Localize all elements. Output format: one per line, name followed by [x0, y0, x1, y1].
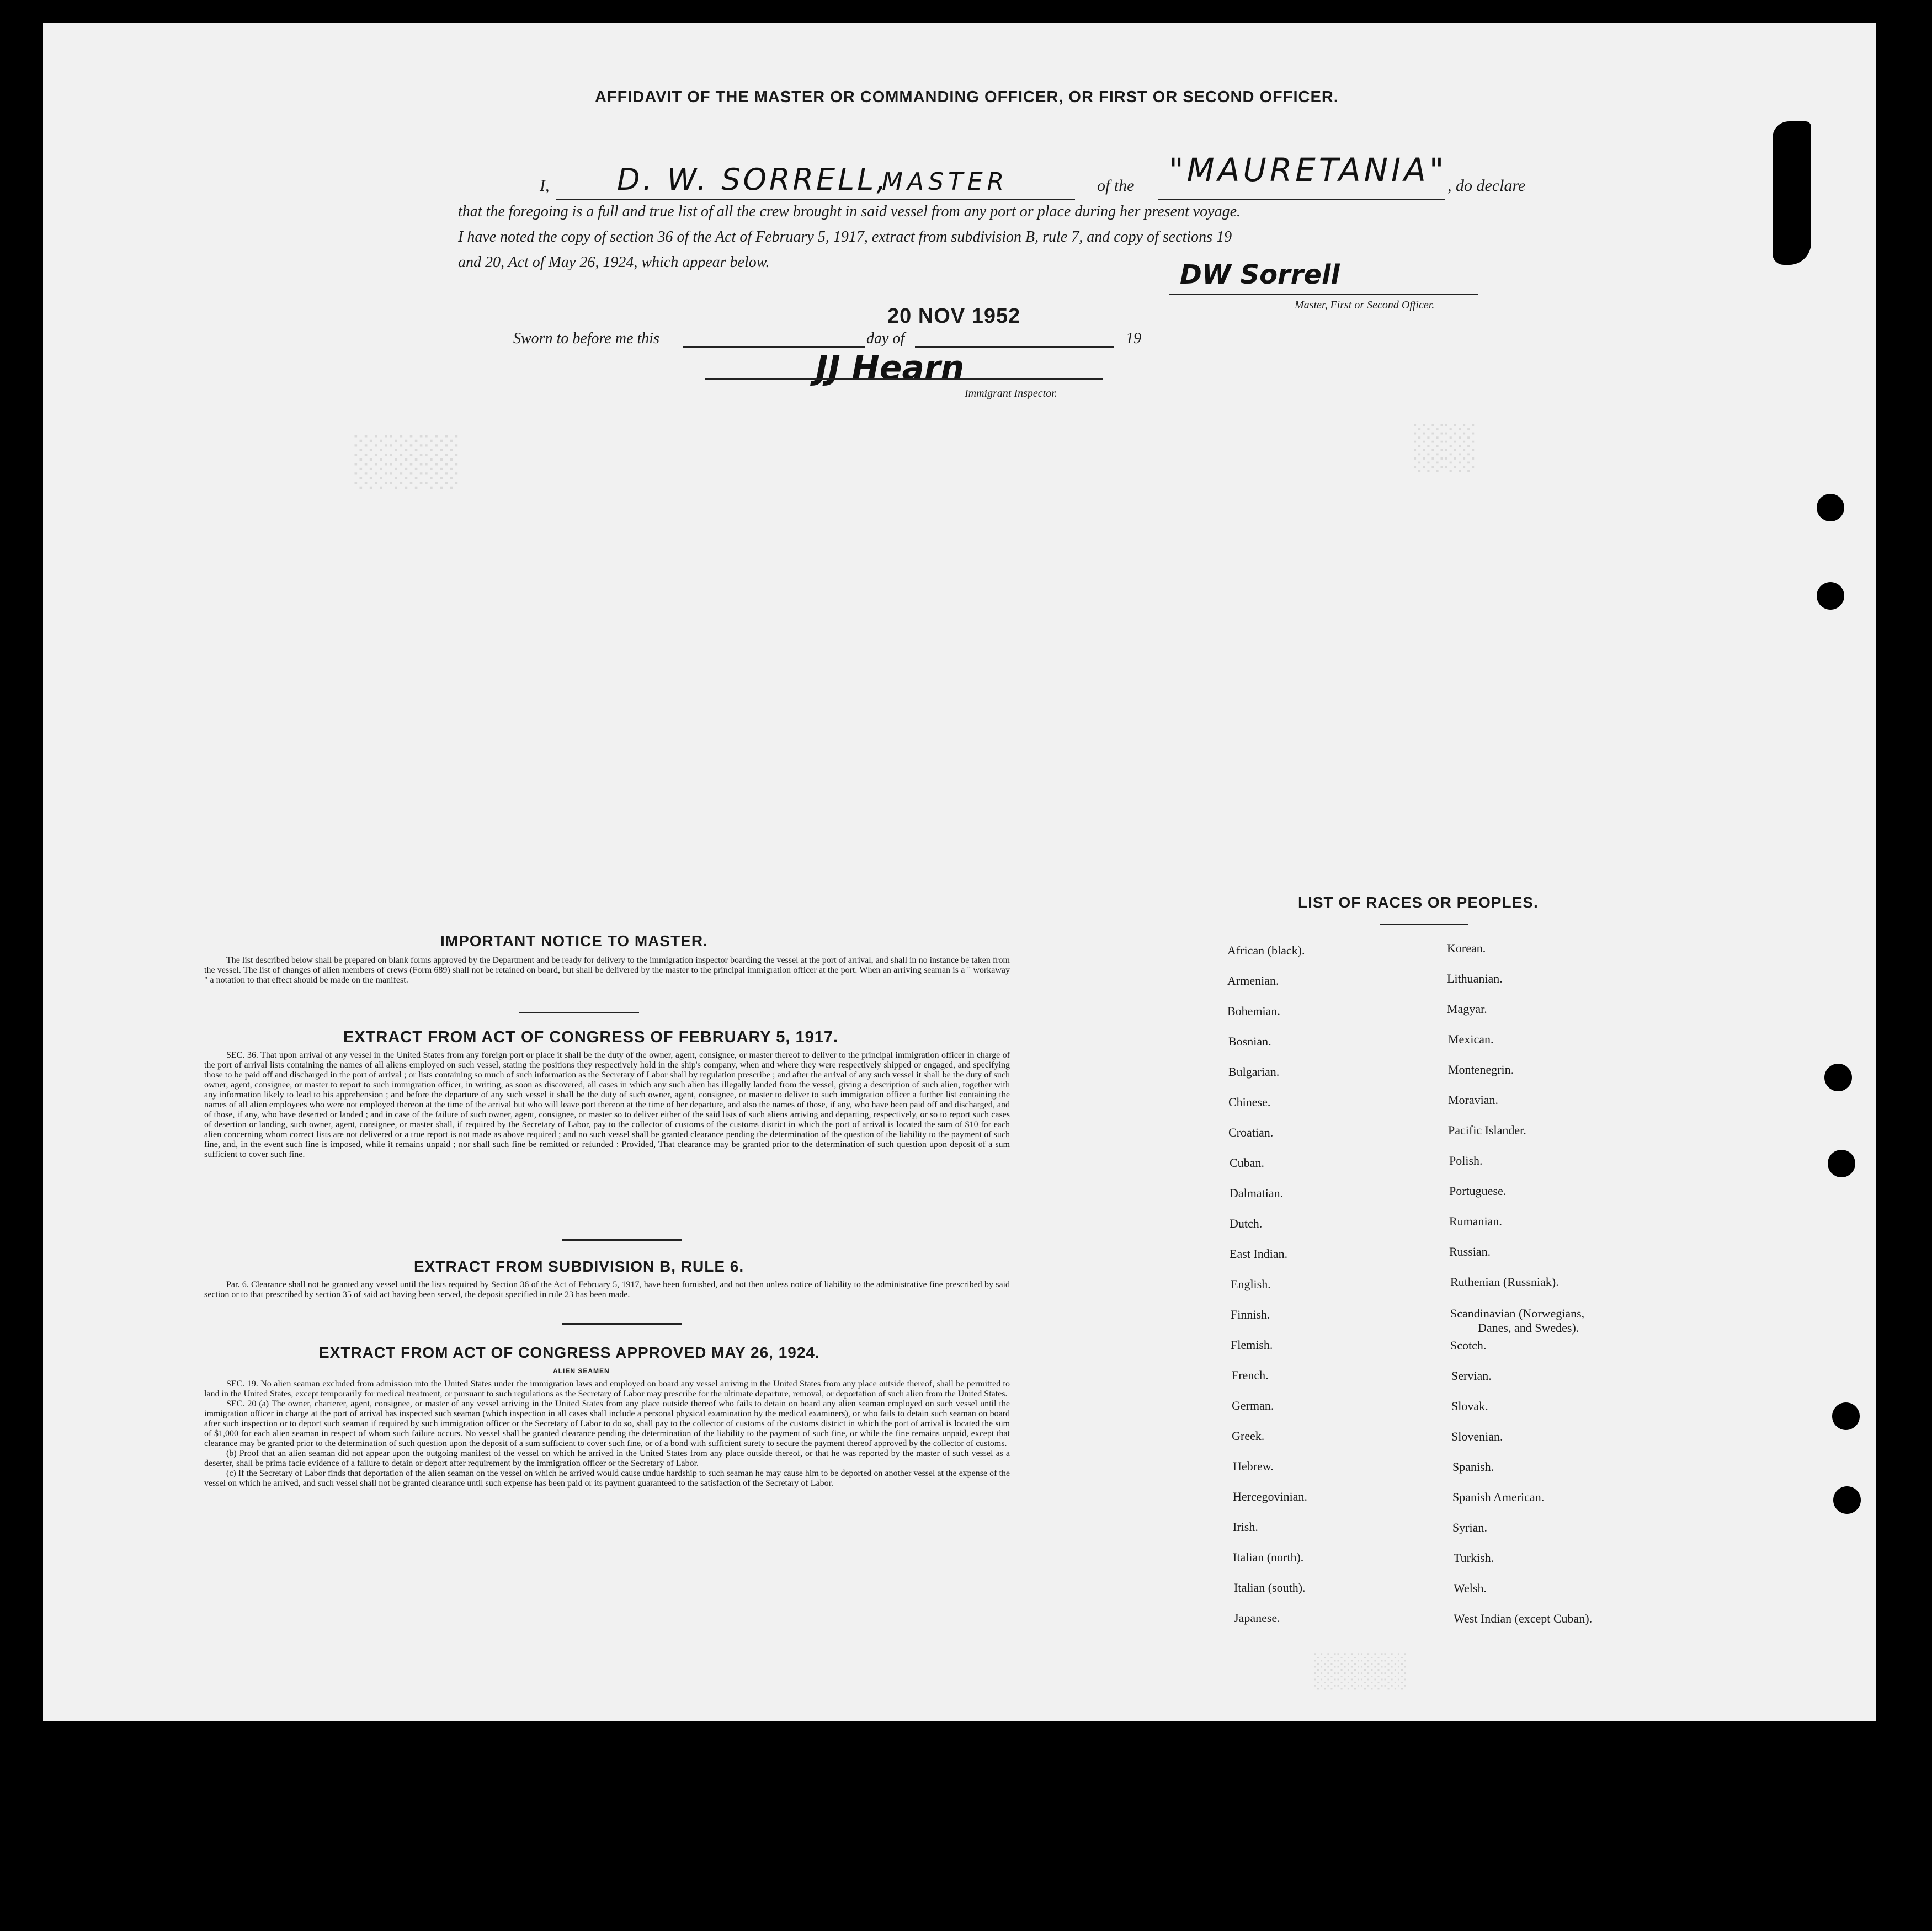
sec20c-text: (c) If the Secretary of Labor finds that deportation of the alien seaman on the vessel on which he arrived would cause undue hardship to such seaman he may cause him to be deported on another vessel at the expense of the vessel on which he arrived, and such vessel shall not be granted clearance until such expense has been paid or its payment guaranteed to the satisfaction of the Secretary of Labor. [204, 1469, 1010, 1488]
notice-divider [519, 1012, 639, 1013]
race-right: Montenegrin. [1448, 1063, 1514, 1076]
notice-body [204, 956, 1010, 985]
race-right: Rumanian. [1449, 1214, 1502, 1228]
master-name-handwritten: D. W. SORRELL, [617, 162, 889, 197]
sworn-month-line [915, 346, 1114, 348]
race-right: Spanish. [1452, 1460, 1494, 1474]
race-right: Spanish American. [1452, 1490, 1545, 1504]
race-left: French. [1232, 1368, 1269, 1382]
punch-hole [1833, 1486, 1861, 1514]
notice-heading: IMPORTANT NOTICE TO MASTER. [440, 932, 708, 950]
race-left: Bohemian. [1227, 1004, 1280, 1018]
rule6-text: Par. 6. Clearance shall not be granted any vessel until the lists required by Section 36 of the Act of February 5, 1917, have been furnished, and not then unless notice of liability to the administrative fine prescribed by said section or to that prescribed by section 35 of said act having been served, the deposit specified in rule 23 has been made. [204, 1280, 1010, 1299]
punch-hole [1828, 1150, 1855, 1177]
race-left: Bosnian. [1228, 1034, 1271, 1048]
vessel-name-handwritten: "MAURETANIA" [1169, 151, 1447, 189]
race-left: Bulgarian. [1228, 1065, 1280, 1079]
ink-blot [1773, 121, 1811, 265]
race-right: Russian. [1449, 1245, 1491, 1258]
race-left: Armenian. [1227, 974, 1279, 988]
race-right: Ruthenian (Russniak). [1450, 1275, 1559, 1289]
race-left: Croatian. [1228, 1125, 1274, 1139]
rule6-body [204, 1280, 1010, 1300]
race-left: Greek. [1232, 1429, 1265, 1443]
race-left: Hercegovinian. [1233, 1490, 1307, 1503]
document-page [43, 23, 1876, 1721]
extract-1917-divider [562, 1239, 682, 1241]
race-right: Magyar. [1447, 1002, 1487, 1016]
race-right: West Indian (except Cuban). [1454, 1612, 1593, 1625]
extract-1917-text: SEC. 36. That upon arrival of any vessel in the United States from any foreign port or place it shall be the duty of the owner, agent, consignee, or master thereof to deliver to the principal immigration officer in charge of the port of arrival lists containing the names of all aliens employed on such vessel, stating the positions they respectively hold in the ship's company, when and where they were respectively shipped or engaged, and specifying those to be paid off and discharged in the port of arrival ; or lists containing so much of such information as the Secretary of Labor shall by regulation prescribe ; and after the arrival of any such vessel it shall be the duty of such owner, agent, consignee, or master to report to such immigration officer, in writing, as soon as discovered, all cases in which any such alien has illegally landed from the vessel, giving a description of such alien, together with any information likely to lead to his apprehension ; and before the departure of any such vessel it shall be the duty of such owner, agent, consignee, or master to deliver to such immigration officer a further list containing the names of all alien employees who were not employed thereon at the time of the arrival but who will leave port thereon at the time of her departure, and also the names of those, if any, who have been paid off and discharged, and of those, if any, who have deserted or landed ; and in case of the failure of such owner, agent, consignee, or master so to deliver either of the said lists of such aliens arriving and departing, respectively, or so to report such cases of desertion or landing, such owner, agent, consignee, or master shall, if required by the Secretary of Labor, pay to the collector of customs of the customs district in which the port of arrival is located the sum of $10 for each alien concerning whom correct lists are not delivered or a true report is not made as above required ; and no such vessel shall be granted clearance pending the determination of the question of the liability to the payment of such fine, and, in the event such fine is imposed, while it remains unpaid ; nor shall such fine be remitted or refunded : Provided, That clearance may be granted prior to the determination of such question upon deposit of a sum sufficient to cover such fine. [204, 1050, 1010, 1159]
rule6-divider [562, 1323, 682, 1325]
inspector-signature-line [705, 378, 1103, 380]
race-right: Danes, and Swedes). [1478, 1321, 1579, 1335]
race-right: Slovak. [1451, 1399, 1488, 1413]
race-right: Portuguese. [1449, 1184, 1507, 1198]
race-left: East Indian. [1230, 1247, 1288, 1261]
inspector-signature: JJ Hearn [816, 349, 965, 387]
bleed-through-text: ░░ [1412, 421, 1475, 470]
affidavit-line-2: that the foregoing is a full and true list of all the crew brought in said vessel from any port or place during her present voyage. [458, 203, 1241, 220]
race-left: English. [1231, 1277, 1271, 1291]
day-of-label: day of [866, 330, 905, 347]
date-stamp: 20 NOV 1952 [887, 305, 1021, 328]
race-left: German. [1232, 1399, 1274, 1412]
race-left: Flemish. [1231, 1338, 1273, 1352]
master-signature-line [1169, 294, 1478, 295]
punch-hole [1817, 494, 1844, 521]
race-left: Japanese. [1234, 1611, 1280, 1625]
affidavit-line-3: I have noted the copy of section 36 of the Act of February 5, 1917, extract from subdivision B, rule 7, and copy of sections 19 [458, 228, 1232, 246]
race-right: Slovenian. [1451, 1429, 1503, 1443]
vessel-underline [1158, 199, 1445, 200]
alien-seamen-subheading: ALIEN SEAMEN [553, 1367, 610, 1375]
race-right: Polish. [1449, 1154, 1483, 1167]
race-right: Moravian. [1448, 1093, 1499, 1107]
year-suffix: 19 [1126, 330, 1141, 347]
name-underline [556, 199, 1075, 200]
affidavit-heading: AFFIDAVIT OF THE MASTER OR COMMANDING OFFICER, OR FIRST OR SECOND OFFICER. [595, 88, 1339, 106]
race-left: Irish. [1233, 1520, 1258, 1534]
race-left: Dutch. [1230, 1217, 1263, 1230]
master-caption: Master, First or Second Officer. [1295, 299, 1435, 311]
sec20b-text: (b) Proof that an alien seaman did not appear upon the outgoing manifest of the vessel on which he arrived in the United States from any place outside thereof, or that he was reported by the master of such vessel as a deserter, shall be prima facie evidence of a failure to detain or deport after requirement by the immigration officer or the Secretary of Labor. [204, 1449, 1010, 1468]
race-left: Hebrew. [1233, 1459, 1274, 1473]
extract-1917-heading: EXTRACT FROM ACT OF CONGRESS OF FEBRUARY 5, 1917. [343, 1028, 839, 1046]
race-right: Syrian. [1452, 1521, 1487, 1534]
master-rank-handwritten: MASTER [882, 168, 1009, 196]
sec20a-text: SEC. 20 (a) The owner, charterer, agent, consignee, or master of any vessel arriving in the United States from any place outside thereof who fails to detain on board any alien seaman employed on such vessel until the immigration officer in charge at the port of arrival has inspected such seaman (which inspection in all cases shall include a personal physical examination by the medical examiners), or who fails to detain such seaman on board after such inspection or to deport such seaman if required by such immigration officer or the Secretary of Labor to do so, shall pay to the collector of customs of the customs district in which the port of arrival is located the sum of $1,000 for each alien seaman in respect of whom such failure occurs. No vessel shall be granted clearance pending the determination of the liability to the payment of such fine, or while the fine remains unpaid, except that clearance may be granted prior to the determination of such question upon the deposit of a sum sufficient to cover such fine, or of a bond with sufficient surety to secure the payment thereof approved by the collector of customs. [204, 1399, 1010, 1448]
affidavit-i-label: I, [540, 177, 550, 195]
sec19-text: SEC. 19. No alien seaman excluded from admission into the United States under the immigration laws and employed on board any vessel arriving in the United States from any place outside thereof, shall be permitted to land in the United States, except temporarily for medical treatment, or pursuant to such regulations as the Secretary of Labor may prescribe for the ultimate departure, removal, or deportation of such alien from the United States. [204, 1379, 1010, 1399]
race-right: Lithuanian. [1447, 972, 1503, 985]
sworn-day-line [683, 346, 865, 348]
race-left: Cuban. [1230, 1156, 1264, 1170]
extract-1917-body [204, 1050, 1010, 1160]
race-right: Mexican. [1448, 1032, 1494, 1046]
race-left: African (black). [1227, 943, 1305, 957]
bleed-through-text: ░░░░ [1312, 1651, 1407, 1688]
race-left: Italian (south). [1234, 1581, 1306, 1594]
extract-1924-heading: EXTRACT FROM ACT OF CONGRESS APPROVED MAY 26, 1924. [319, 1344, 820, 1361]
race-right: Pacific Islander. [1448, 1123, 1526, 1137]
race-left: Italian (north). [1233, 1550, 1304, 1564]
race-right: Welsh. [1454, 1581, 1487, 1595]
do-declare-label: , do declare [1447, 177, 1526, 195]
race-right: Scotch. [1450, 1338, 1487, 1352]
extract-1924-body [204, 1379, 1010, 1489]
race-left: Dalmatian. [1230, 1186, 1284, 1200]
master-signature: DW Sorrell [1180, 259, 1340, 290]
race-right: Servian. [1451, 1369, 1492, 1383]
punch-hole [1824, 1064, 1852, 1091]
affidavit-line-4: and 20, Act of May 26, 1924, which appear below. [458, 254, 770, 271]
of-the-label: of the [1097, 177, 1135, 195]
race-left: Chinese. [1228, 1095, 1271, 1109]
race-left: Finnish. [1231, 1308, 1270, 1321]
race-right: Turkish. [1454, 1551, 1494, 1565]
race-right: Korean. [1447, 941, 1486, 955]
rule6-heading: EXTRACT FROM SUBDIVISION B, RULE 6. [414, 1258, 744, 1275]
race-right: Scandinavian (Norwegians, [1450, 1306, 1585, 1320]
punch-hole [1817, 582, 1844, 610]
inspector-caption: Immigrant Inspector. [965, 387, 1057, 399]
punch-hole [1832, 1402, 1860, 1430]
races-heading-underline [1380, 924, 1468, 925]
bleed-through-text: ░░░ [352, 432, 458, 487]
races-heading: LIST OF RACES OR PEOPLES. [1298, 894, 1539, 911]
notice-body-text: The list described below shall be prepared on blank forms approved by the Department and be ready for delivery to the immigration inspector boarding the vessel at the port of arrival, and shall in no instance be taken from the vessel. The list of changes of alien members of crews (Form 689) shall not be retained on board, but shall be delivered by the master to the principal immigration officer at the port. When an arriving seaman is a " workaway " a notation to that effect should be made on the manifest. [204, 956, 1010, 985]
sworn-label: Sworn to before me this [513, 330, 659, 347]
